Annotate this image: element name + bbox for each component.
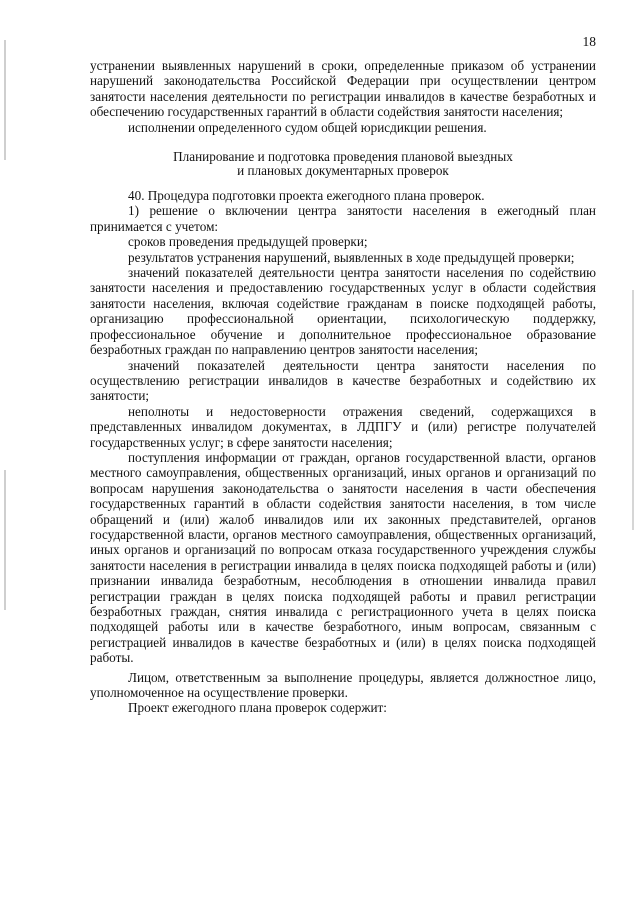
paragraph: сроков проведения предыдущей проверки;: [128, 234, 368, 250]
paragraph: Лицом, ответственным за выполнение процедуры, является должностное лицо, уполномоченное на осуществление проверки.: [90, 669, 596, 701]
paragraph: Проект ежегодного плана проверок содержит:: [128, 700, 387, 716]
paragraph: 40. Процедура подготовки проекта ежегодного плана проверок.: [128, 188, 485, 204]
paragraph: устранении выявленных нарушений в сроки, определенные приказом об устранении нарушений законодательства Российской Федерации при осуществлении центром занятости населения деятельности по регистрации инвалидов в качестве безработных и обеспечению государственных гарантий в области содействия занятости населения;: [90, 58, 596, 120]
section-heading-line: и плановых документарных проверок: [237, 163, 449, 179]
paragraph: 1) решение о включении центра занятости населения в ежегодный план принимается с учетом:: [90, 203, 596, 234]
scan-margin-mark: [4, 470, 6, 610]
scan-margin-mark: [632, 290, 634, 530]
paragraph: неполноты и недостоверности отражения сведений, содержащихся в представленных инвалидом документах, в ЛДПГУ и (или) регистре получателей государственных услуг; в сфере занятости населения;: [90, 403, 596, 450]
scan-margin-mark: [4, 40, 6, 160]
paragraph: поступления информации от граждан, органов государственной власти, органов местного самоуправления, общественных организаций, иных органов и организаций по вопросам нарушения законодательства о занятости населения в части обеспечения государственных гарантий в области содействия занятости населения, в том числе обращений и (или) жалоб инвалидов или их законных представителей, органов государственной власти, органов местного самоуправления, общественных организаций, иных органов и организаций по вопросам отказа государственного учреждения службы занятости населения в регистрации инвалида в целях поиска подходящей работы и (или) признании инвалида безработным, несоблюдения в отношении инвалида правил регистрации граждан в целях поиска подходящей работы и правил регистрации безработных граждан, снятия инвалида с регистрационного учета в целях поиска подходящей работы или в качестве безработного, иным вопросам, связанным с регистрацией инвалидов в качестве безработных и (или) в целях поиска подходящей работы.: [90, 449, 596, 666]
paragraph: значений показателей деятельности центра занятости населения по содействию занятости населения и предоставлению государственных услуг в области содействия занятости населения, включая содействие гражданам в поиске подходящей работы, организацию профессиональной ориентации, психологическую поддержку, профессиональное обучение и дополнительное профессиональное образование безработных граждан по направлению центров занятости населения;: [90, 265, 596, 358]
section-heading: [90, 150, 596, 178]
paragraph: исполнении определенного судом общей юрисдикции решения.: [128, 119, 487, 135]
page-number: 18: [582, 34, 596, 49]
paragraph: результатов устранения нарушений, выявленных в ходе предыдущей проверки;: [128, 249, 575, 265]
section-heading-line: Планирование и подготовка проведения плановой выездных: [173, 149, 513, 165]
document-body: [90, 58, 596, 716]
paragraph: значений показателей деятельности центра занятости населения по осуществлению регистрации инвалидов в качестве безработных и содействию их занятости;: [90, 357, 596, 404]
